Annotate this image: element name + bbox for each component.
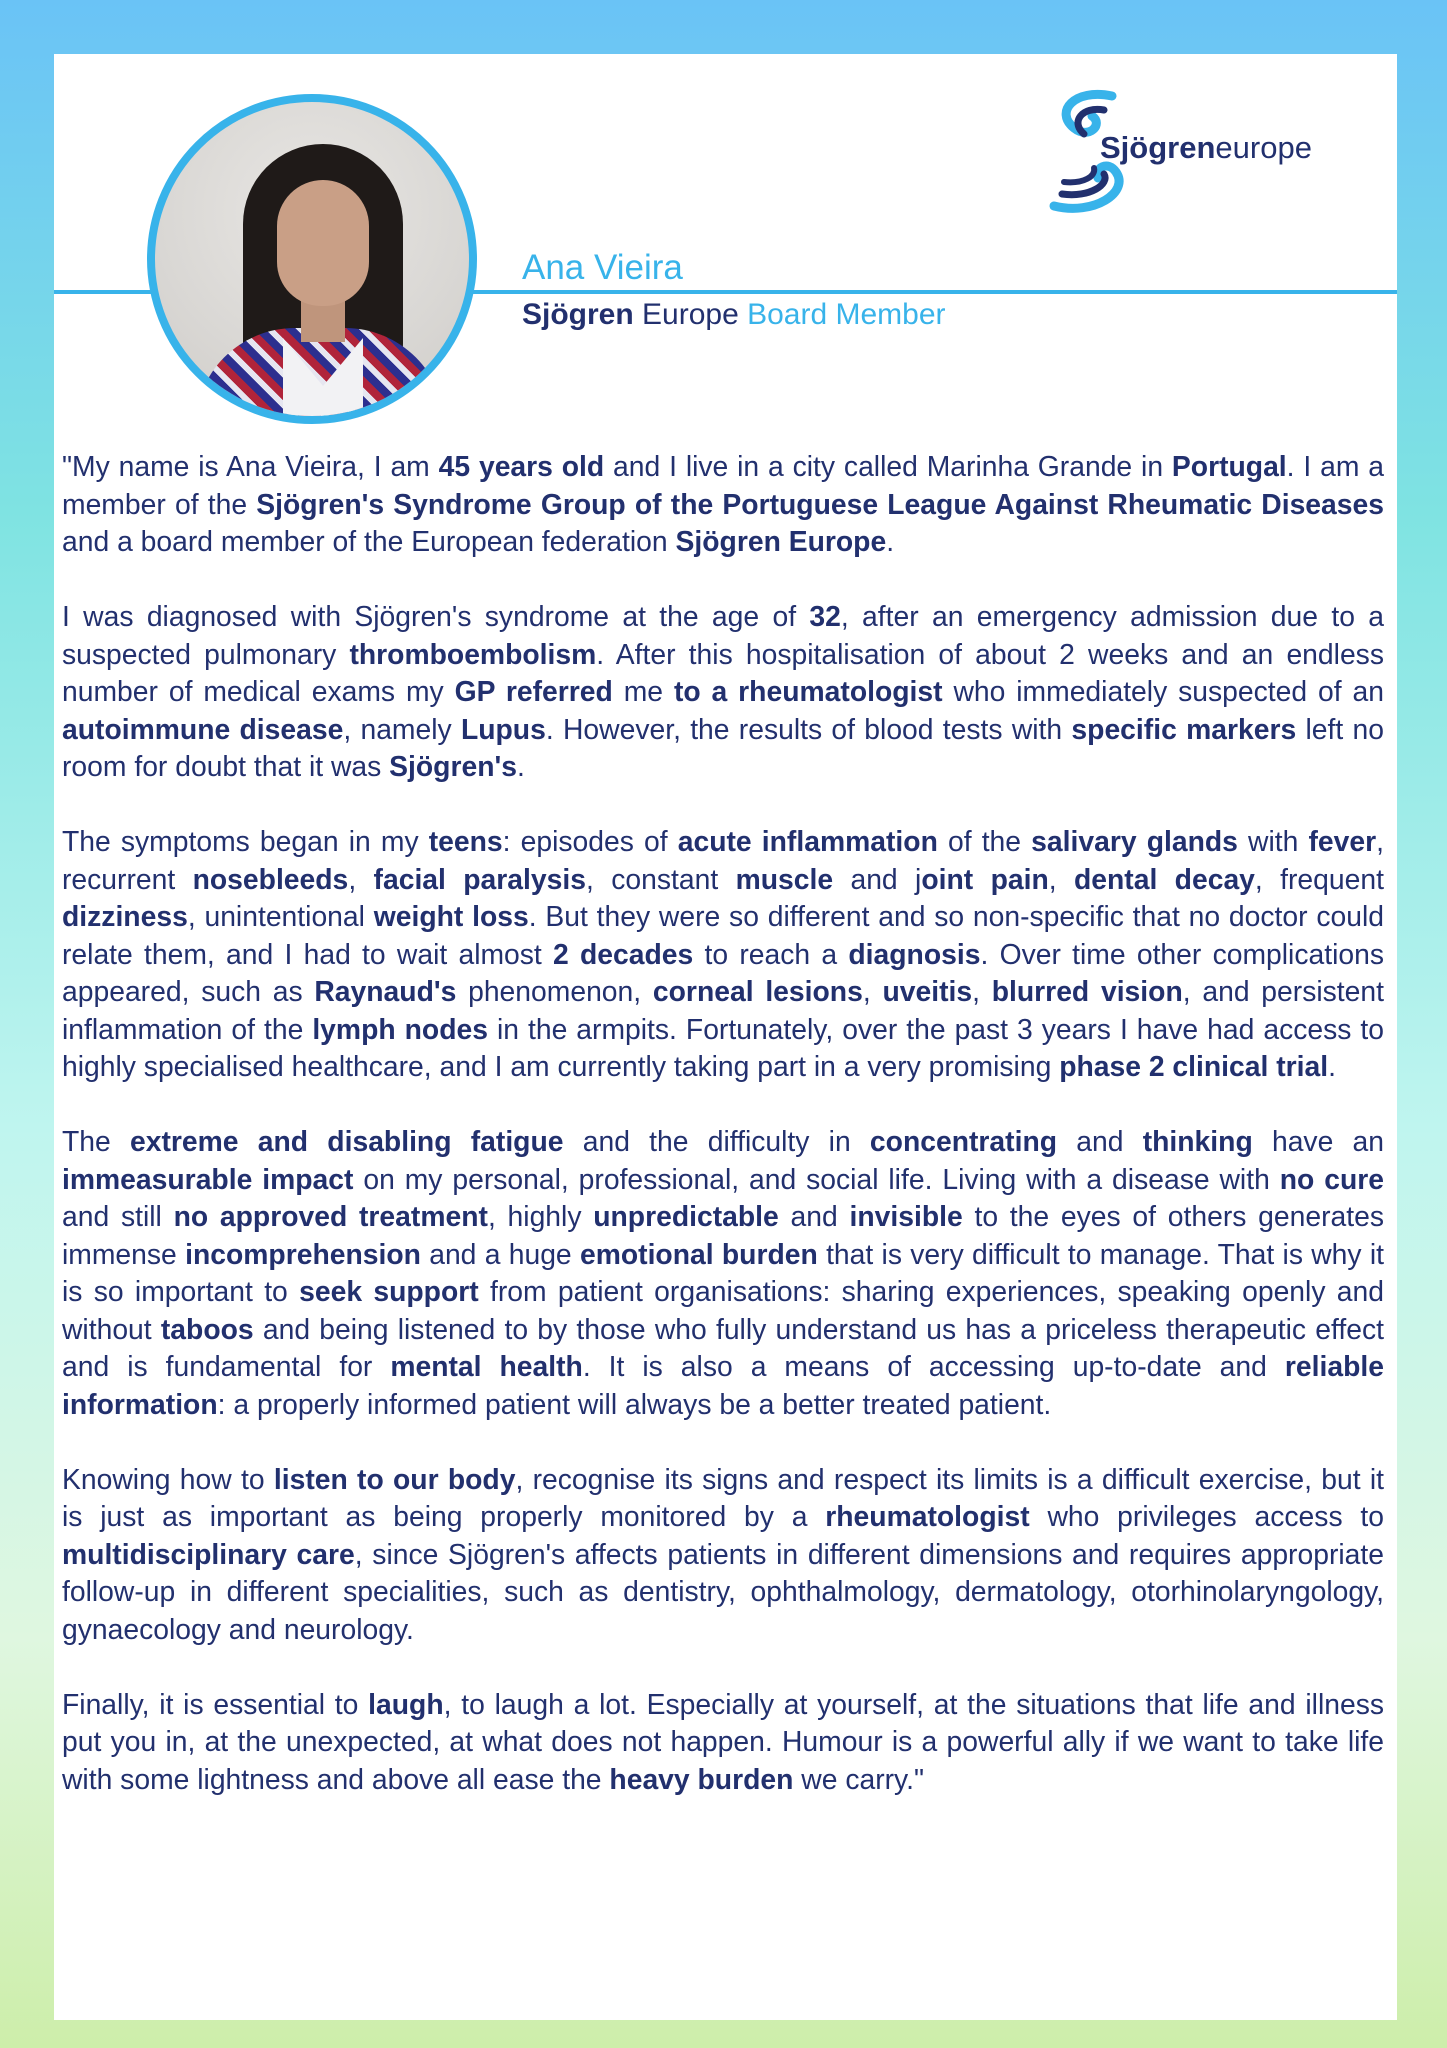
bold-text: diagnosis	[848, 937, 981, 970]
bold-text: thinking	[1142, 1125, 1253, 1157]
text-run: in the armpits. Fortunately, over the past 3 years I have had access to highly specialised healthcare, and I am currently taking part in a very promising	[62, 1012, 1384, 1082]
profile-photo	[147, 94, 477, 424]
text-run: .	[1328, 1050, 1337, 1082]
text-run: .	[516, 750, 525, 782]
text-run: .	[886, 525, 895, 557]
bold-text: rheumatologist	[825, 1500, 1030, 1532]
logo-wordmark: Sjögreneurope	[1100, 130, 1312, 165]
text-run: and a board member of the European federation	[62, 525, 676, 557]
bold-text: Sjögren Europe	[675, 525, 887, 557]
bold-text: taboos	[160, 1312, 254, 1345]
bold-text: specific markers	[1071, 712, 1297, 745]
profile-name: Ana Vieira	[522, 248, 683, 287]
bold-text: facial paralysis	[373, 862, 586, 895]
text-run: The	[62, 1125, 130, 1157]
text-run: , to laugh a lot. Especially at yourself, at the situations that life and illness put you in, at the unexpected, at what does not happen. Humour is a powerful ally if we want to take life with some lightness and above all ease the	[62, 1687, 1385, 1795]
profile-card	[54, 54, 1397, 2020]
text-run: . It is also a means of accessing up-to-date and	[582, 1350, 1285, 1382]
bold-text: unpredictable	[593, 1200, 779, 1232]
bold-text: Sjögren's	[389, 750, 517, 782]
bold-text: teens	[428, 825, 503, 857]
text-run: to the eyes of others generates immense	[62, 1200, 1384, 1270]
text-run: , unintentional	[187, 900, 374, 932]
profile-role	[522, 298, 946, 332]
testimony-paragraph	[62, 1123, 1384, 1423]
bold-text: invisible	[849, 1200, 963, 1232]
bold-text: heavy burden	[609, 1762, 794, 1795]
bold-text: dizziness	[62, 900, 188, 932]
bold-text: mental health	[390, 1350, 583, 1382]
bold-text: Sjögren's Syndrome Group of the Portuguese League Against Rheumatic Diseases	[256, 487, 1384, 520]
bold-text: extreme and disabling fatigue	[130, 1125, 564, 1157]
bold-text: no approved treatment	[173, 1200, 488, 1232]
text-run: on my personal, professional, and social life. Living with a disease with	[353, 1162, 1280, 1195]
text-run: , since Sjögren's affects patients in different dimensions and requires appropriate follow-up in different specialities, such as dentistry, ophthalmology, dermatology, otorhinolaryngology, gynaecology and neurology.	[62, 1537, 1384, 1645]
text-run: . However, the results of blood tests with	[545, 712, 1072, 745]
bold-text: multidisciplinary care	[62, 1537, 355, 1570]
bold-text: phase 2 clinical trial	[1059, 1050, 1329, 1082]
text-run: Finally, it is essential to	[62, 1687, 369, 1720]
text-run: , recurrent	[62, 825, 1384, 895]
testimony-paragraph	[62, 1686, 1384, 1799]
text-run: , recognise its signs and respect its limits is a difficult exercise, but it is just as important as being properly monitored by a	[62, 1462, 1385, 1532]
text-run: . But they were so different and so non-specific that no doctor could relate them, and I had to wait almost	[62, 900, 1384, 970]
bold-text: oint pain	[921, 862, 1049, 895]
bold-text: laugh	[368, 1687, 444, 1720]
testimony-text	[62, 448, 1384, 1798]
bold-text: autoimmune disease	[62, 712, 344, 745]
text-run: and a huge	[420, 1237, 580, 1270]
text-run: phenomenon,	[456, 975, 653, 1007]
text-run: , namely	[343, 712, 461, 745]
text-run: and	[1057, 1125, 1143, 1157]
text-run: who privileges access to	[1029, 1500, 1384, 1532]
text-run: . After this hospitalisation of about 2 weeks and an endless number of medical exams my	[62, 637, 1384, 707]
bold-text: fever	[1308, 825, 1377, 857]
text-run: and	[778, 1200, 850, 1232]
text-run: , after an emergency admission due to a suspected pulmonary	[62, 600, 1384, 670]
text-run: , constant	[585, 862, 736, 895]
bold-text: seek support	[299, 1275, 479, 1307]
bold-text: dental decay	[1073, 862, 1255, 895]
bold-text: Portugal	[1171, 450, 1287, 482]
bold-text: 45 years old	[438, 450, 605, 482]
text-run: and I live in a city called Marinha Grande in	[604, 450, 1172, 482]
bold-text: to a rheumatologist	[673, 675, 943, 707]
bold-text: GP referred	[454, 675, 613, 707]
bold-text: 2 decades	[553, 937, 694, 970]
testimony-paragraph	[62, 598, 1384, 786]
text-run: with	[1237, 825, 1309, 857]
text-run: "My name is Ana Vieira, I am	[62, 450, 439, 482]
bold-text: reliable information	[62, 1350, 1384, 1420]
bold-text: Lupus	[460, 712, 546, 745]
text-run: and the difficulty in	[563, 1125, 870, 1157]
text-run: to reach a	[693, 937, 849, 970]
text-run: Knowing how to	[62, 1462, 274, 1495]
bold-text: corneal lesions	[652, 975, 863, 1007]
bold-text: immeasurable impact	[62, 1162, 354, 1195]
bold-text: acute inflammation	[677, 825, 938, 857]
text-run: who immediately suspected of an	[942, 675, 1384, 707]
text-run: The symptoms began in my	[62, 825, 429, 857]
testimony-paragraph	[62, 823, 1384, 1086]
bold-text: listen to our body	[273, 1462, 516, 1495]
sjogren-europe-logo	[1034, 82, 1374, 222]
text-run: : episodes of	[502, 825, 678, 857]
text-run: and j	[833, 862, 922, 895]
bold-text: uveitis	[882, 975, 973, 1007]
text-run: and still	[62, 1200, 174, 1232]
text-run: have an	[1252, 1125, 1385, 1157]
testimony-paragraph	[62, 1461, 1384, 1649]
text-run: left no room for doubt that it was	[62, 712, 1384, 782]
text-run: ,	[862, 975, 883, 1007]
role-org-rest: Europe	[633, 298, 748, 331]
text-run: from patient organisations: sharing experiences, speaking openly and without	[62, 1275, 1384, 1345]
bold-text: lymph nodes	[312, 1012, 488, 1045]
bold-text: weight loss	[373, 900, 529, 932]
bold-text: thromboembolism	[349, 637, 597, 670]
testimony-paragraph	[62, 448, 1384, 561]
text-run: we carry."	[793, 1762, 925, 1795]
text-run: and being listened to by those who fully understand us has a priceless therapeutic effect and is fundamental for	[62, 1312, 1384, 1382]
bold-text: concentrating	[869, 1125, 1058, 1157]
bold-text: nosebleeds	[192, 862, 349, 895]
role-title: Board Member	[747, 298, 946, 331]
text-run: . Over time other complications appeared, such as	[62, 937, 1384, 1007]
text-run: ,	[348, 862, 374, 895]
text-run: of the	[937, 825, 1032, 857]
bold-text: 32	[809, 600, 841, 632]
text-run: ,	[972, 975, 992, 1007]
text-run: ,	[1048, 862, 1074, 895]
bold-text: blurred vision	[991, 975, 1183, 1007]
text-run: I was diagnosed with Sjögren's syndrome at the age of	[62, 600, 810, 632]
text-run: , and persistent inflammation of the	[62, 975, 1384, 1045]
bold-text: incomprehension	[185, 1237, 421, 1270]
text-run: . I am a member of the	[62, 450, 1385, 520]
bold-text: salivary glands	[1031, 825, 1238, 857]
text-run: me	[612, 675, 674, 707]
text-run: that is very difficult to manage. That is why it is so important to	[62, 1237, 1384, 1307]
bold-text: no cure	[1279, 1162, 1384, 1195]
text-run: , highly	[487, 1200, 594, 1232]
role-org-bold: Sjögren	[522, 298, 634, 331]
text-run: : a properly informed patient will always be a better treated patient.	[217, 1387, 1052, 1420]
bold-text: muscle	[735, 862, 834, 895]
text-run: , frequent	[1254, 862, 1384, 895]
bold-text: emotional burden	[579, 1237, 818, 1270]
bold-text: Raynaud's	[314, 975, 457, 1007]
